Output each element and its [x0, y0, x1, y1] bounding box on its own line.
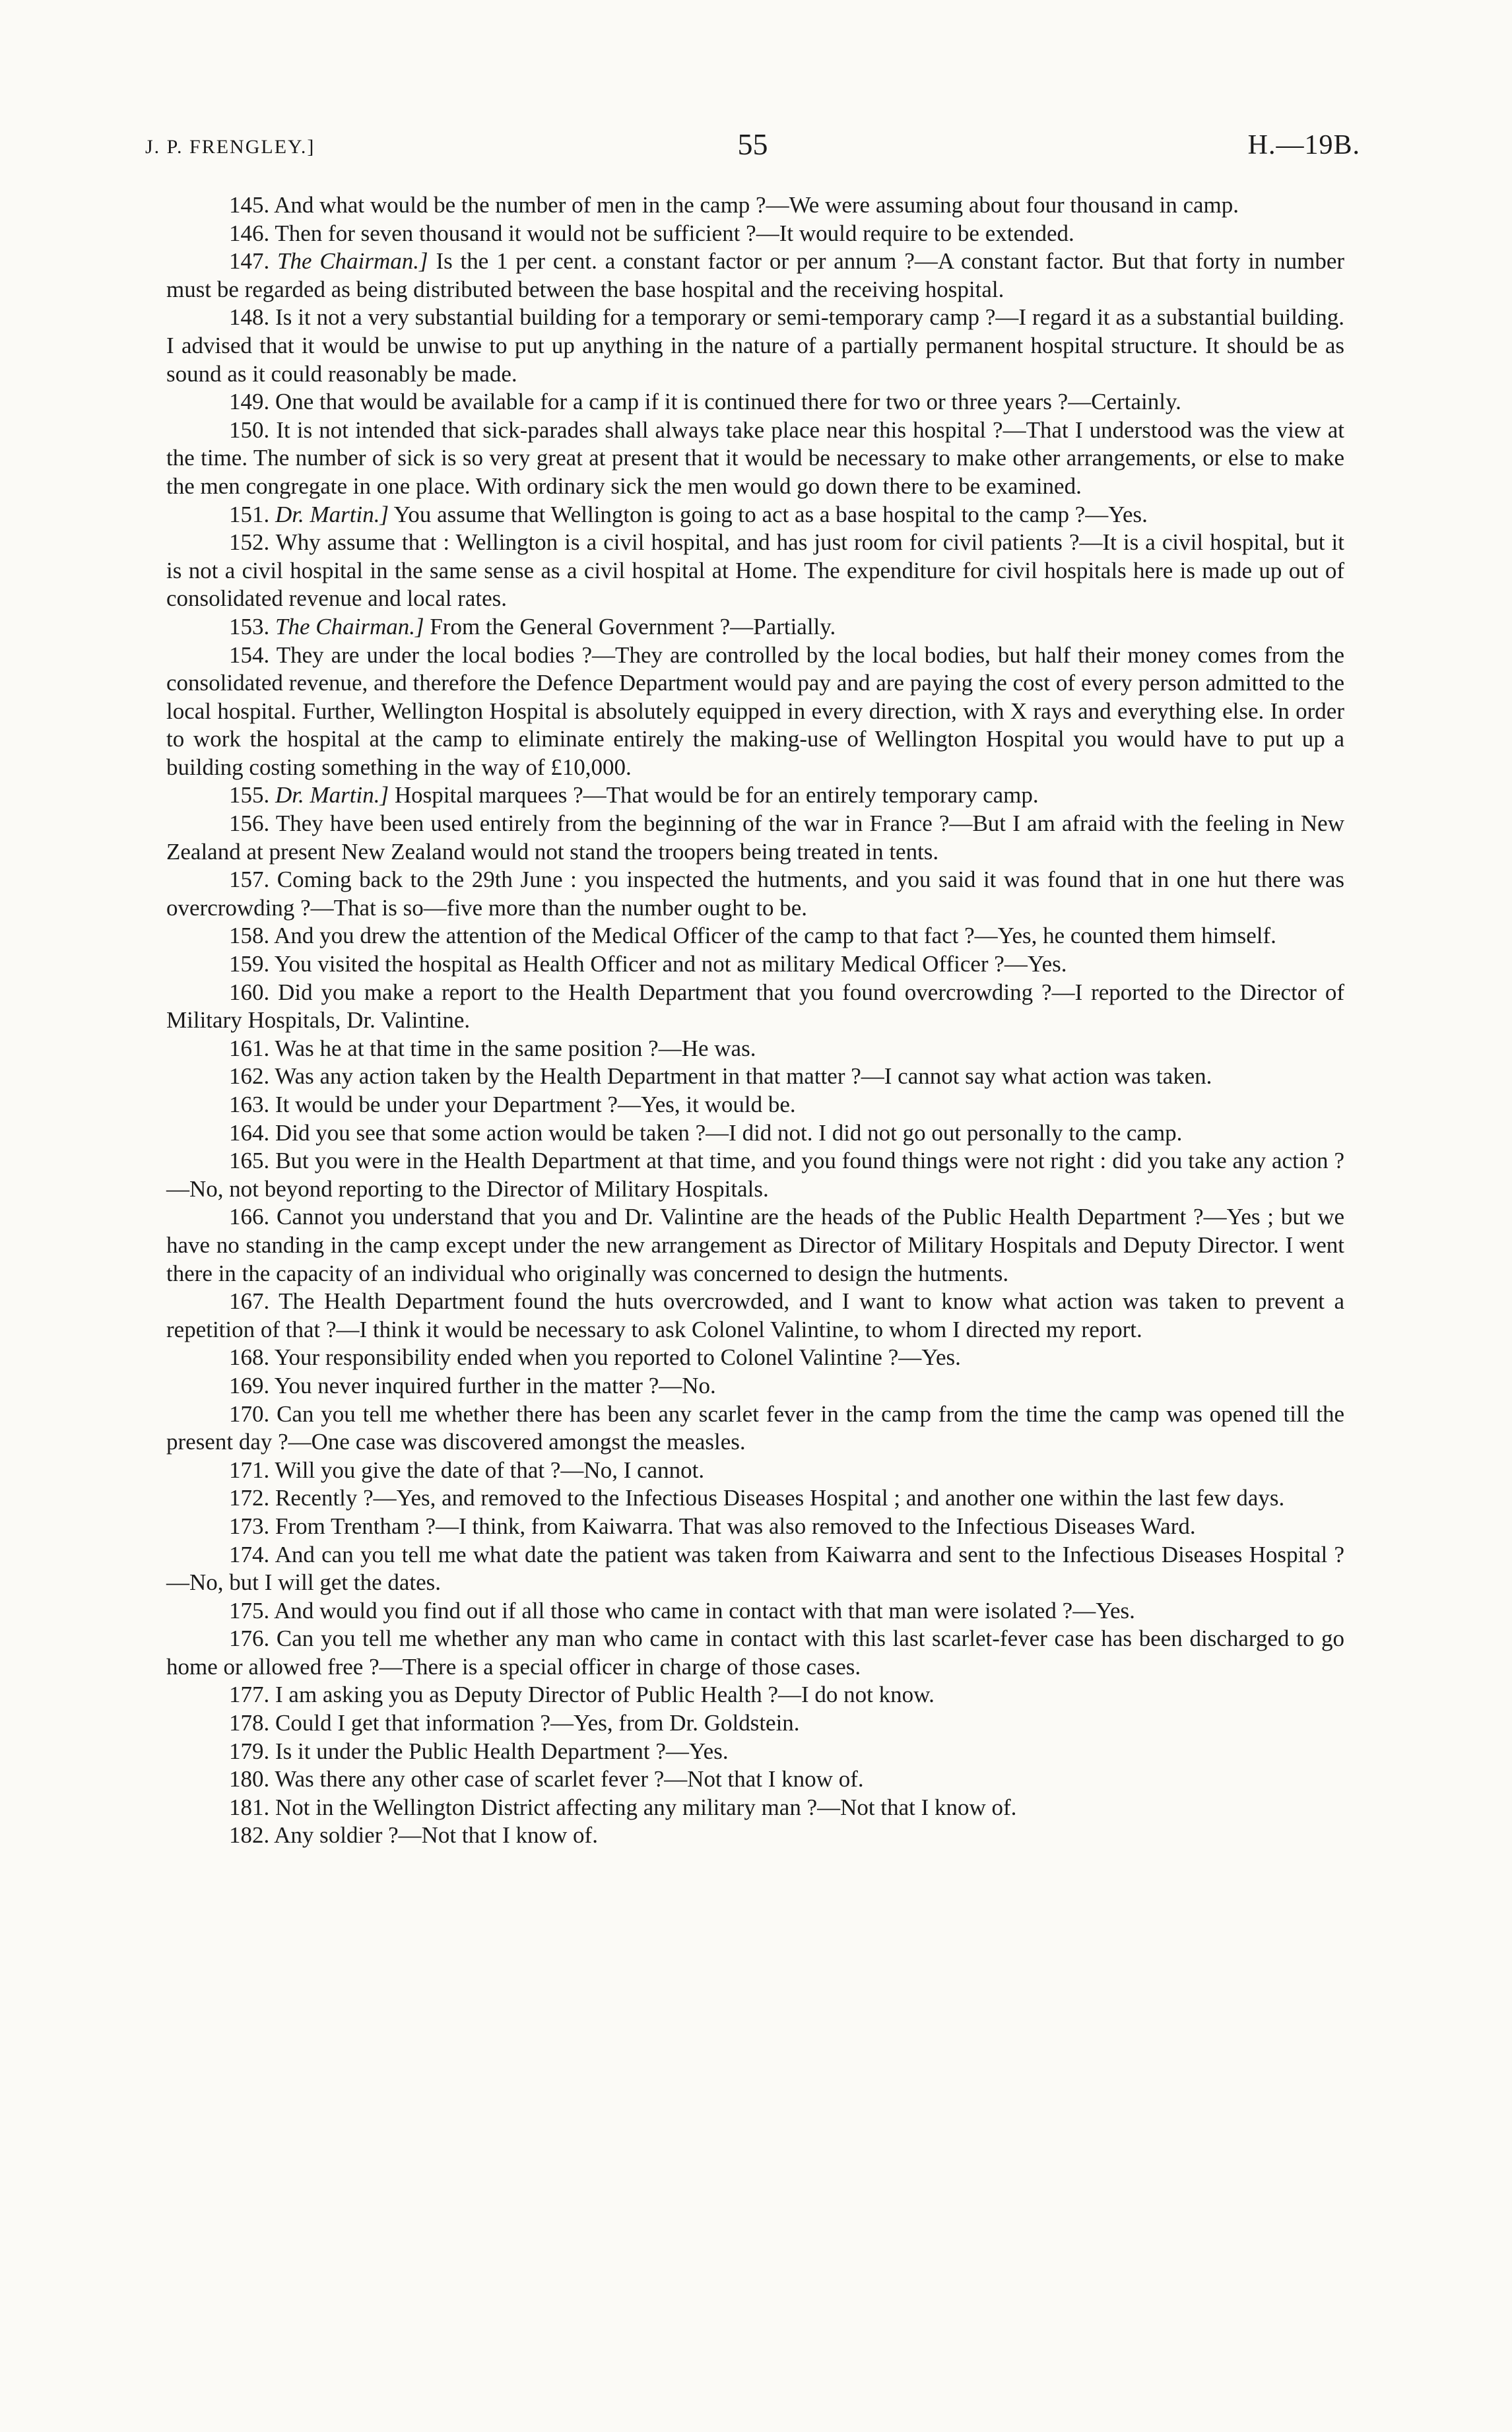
- question-entry: [166, 1765, 1344, 1794]
- question-entry: [166, 1091, 1344, 1119]
- question-number: 155.: [229, 782, 270, 808]
- question-entry: [166, 416, 1344, 501]
- question-number: 182.: [229, 1822, 270, 1849]
- question-entry: [166, 1681, 1344, 1709]
- question-number: 174.: [229, 1541, 270, 1567]
- question-entry: [166, 1625, 1344, 1681]
- question-number: 179.: [229, 1738, 270, 1764]
- question-entry: [166, 1738, 1344, 1766]
- witness-name: J. P. FRENGLEY.]: [145, 136, 315, 158]
- question-number: 170.: [229, 1400, 270, 1427]
- question-number: 166.: [229, 1204, 270, 1230]
- question-entry: [166, 1035, 1344, 1063]
- question-entry: [166, 1400, 1344, 1457]
- question-text: And you drew the attention of the Medical Officer of the camp to that fact ?—Yes, he counted them himself.: [274, 923, 1276, 949]
- question-text: And what would be the number of men in the camp ?—We were assuming about four thousand in camp.: [274, 192, 1239, 218]
- speaker-label: Dr. Martin.]: [275, 782, 389, 808]
- question-entry: [166, 1203, 1344, 1288]
- question-number: 160.: [229, 979, 270, 1005]
- question-text: You visited the hospital as Health Officer and not as military Medical Officer ?—Yes.: [274, 951, 1067, 977]
- question-text: Cannot you understand that you and Dr. Valintine are the heads of the Public Health Department ?—Yes ; but we have no standing in the camp except under the new arrangement as Director of Military Hospitals and Deputy Director. I went there in the capacity of an individual who originally was concerned to design the hutments.: [166, 1204, 1345, 1286]
- question-text: And would you find out if all those who came in contact with that man were isolated ?—Yes.: [274, 1597, 1135, 1624]
- question-entry: [166, 1597, 1344, 1626]
- question-entry: [166, 1794, 1344, 1822]
- question-text: Was any action taken by the Health Department in that matter ?—I cannot say what action was taken.: [275, 1063, 1212, 1090]
- question-entry: [166, 810, 1344, 866]
- page-number: 55: [737, 127, 768, 161]
- question-entry: [166, 388, 1344, 416]
- question-text: They are under the local bodies ?—They are controlled by the local bodies, but half their money comes from the consolidated revenue, and therefore the Defence Department would pay and are paying the cost of every person admitted to the local hospital. Further, Wellington Hospital is absolutely equipped in every direction, with X rays and everything else. In order to work the hospital at the camp to eliminate entirely the making-use of Wellington Hospital you would have to put up a building costing something in the way of £10,000.: [166, 641, 1345, 780]
- speaker-label: Dr. Martin.]: [275, 501, 389, 527]
- question-text: Is it under the Public Health Department ?—Yes.: [275, 1738, 729, 1764]
- question-text: Was there any other case of scarlet fever ?—Not that I know of.: [275, 1766, 864, 1792]
- question-entry: [166, 1147, 1344, 1203]
- paper-reference: H.—19B.: [1247, 130, 1360, 160]
- question-text: Any soldier ?—Not that I know of.: [274, 1822, 598, 1849]
- question-entry: [166, 922, 1344, 950]
- question-number: 173.: [229, 1513, 270, 1539]
- question-entry: [166, 1513, 1344, 1541]
- question-text: And can you tell me what date the patient was taken from Kaiwarra and sent to the Infectious Diseases Hospital ?—No, but I will get the dates.: [166, 1541, 1344, 1596]
- speaker-label: The Chairman.]: [275, 613, 424, 640]
- question-number: 157.: [229, 867, 270, 893]
- question-number: 161.: [229, 1035, 270, 1061]
- question-number: 148.: [229, 304, 270, 331]
- question-number: 164.: [229, 1119, 270, 1146]
- question-entry: [166, 1119, 1344, 1148]
- question-entry: [166, 1288, 1344, 1344]
- question-number: 153.: [229, 613, 270, 640]
- question-entry: [166, 1484, 1344, 1513]
- question-text: From the General Government ?—Partially.: [430, 613, 836, 640]
- question-entry: [166, 641, 1344, 782]
- question-entry: [166, 501, 1344, 529]
- question-text: Could I get that information ?—Yes, from Dr. Goldstein.: [275, 1710, 800, 1736]
- question-text: Will you give the date of that ?—No, I cannot.: [275, 1457, 705, 1483]
- speaker-label: The Chairman.]: [277, 248, 428, 275]
- question-text: They have been used entirely from the beginning of the war in France ?—But I am afraid with the feeling in New Zealand at present New Zealand would not stand the troopers being treated in tents.: [166, 810, 1344, 865]
- question-entry: [166, 529, 1344, 613]
- question-number: 176.: [229, 1626, 270, 1652]
- question-number: 150.: [229, 416, 270, 443]
- question-number: 147.: [229, 248, 270, 275]
- question-number: 171.: [229, 1457, 270, 1483]
- question-text: Is it not a very substantial building for a temporary or semi-temporary camp ?—I regard it as a substantial building. I advised that it would be unwise to put up anything in the nature of a partially permanent hospital structure. It should be as sound as it could reasonably be made.: [166, 304, 1344, 387]
- question-text: Then for seven thousand it would not be sufficient ?—It would require to be extended.: [275, 220, 1074, 246]
- question-entry: [166, 950, 1344, 979]
- question-text: Coming back to the 29th June : you inspected the hutments, and you said it was found that in one hut there was overcrowding ?—That is so—five more than the number ought to be.: [166, 867, 1344, 921]
- question-number: 172.: [229, 1485, 270, 1511]
- question-number: 177.: [229, 1682, 270, 1708]
- question-text: Did you see that some action would be taken ?—I did not. I did not go out personally to the camp.: [275, 1119, 1183, 1146]
- question-entry: [166, 1822, 1344, 1850]
- question-entry: [166, 1457, 1344, 1485]
- question-entry: [166, 220, 1344, 248]
- question-text: From Trentham ?—I think, from Kaiwarra. That was also removed to the Infectious Diseases Ward.: [275, 1513, 1196, 1539]
- question-text: It is not intended that sick-parades shall always take place near this hospital ?—That I understood was the view at the time. The number of sick is so very great at present that it would be necessary to make other arrangements, or else to make the men congregate in one place. With ordinary sick the men would go down there to be examined.: [166, 416, 1345, 499]
- question-text: Not in the Wellington District affecting any military man ?—Not that I know of.: [275, 1794, 1017, 1820]
- question-entry: [166, 781, 1344, 810]
- question-entry: [166, 979, 1344, 1035]
- question-number: 146.: [229, 220, 270, 246]
- question-number: 151.: [229, 501, 270, 527]
- question-entry: [166, 1344, 1344, 1372]
- question-number: 159.: [229, 951, 270, 977]
- question-text: Is the 1 per cent. a constant factor or per annum ?—A constant factor. But that forty in number must be regarded as being distributed between the base hospital and the receiving hospital.: [166, 248, 1345, 302]
- question-text: Was he at that time in the same position ?—He was.: [275, 1035, 756, 1061]
- question-text: I am asking you as Deputy Director of Public Health ?—I do not know.: [275, 1682, 935, 1708]
- question-text: Recently ?—Yes, and removed to the Infectious Diseases Hospital ; and another one within the last few days.: [275, 1485, 1285, 1511]
- page-header: [145, 127, 1360, 173]
- question-number: 154.: [229, 641, 270, 668]
- question-text: Did you make a report to the Health Department that you found overcrowding ?—I reported to the Director of Military Hospitals, Dr. Valintine.: [166, 979, 1345, 1034]
- question-number: 156.: [229, 810, 270, 837]
- question-number: 175.: [229, 1597, 270, 1624]
- question-number: 167.: [229, 1288, 270, 1315]
- question-entry: [166, 613, 1344, 641]
- question-text: Hospital marquees ?—That would be for an entirely temporary camp.: [394, 782, 1039, 808]
- question-text: One that would be available for a camp if it is continued there for two or three years ?—Certainly.: [275, 389, 1181, 415]
- question-entry: [166, 866, 1344, 922]
- question-entry: [166, 191, 1344, 220]
- question-entry: [166, 1709, 1344, 1738]
- question-text: But you were in the Health Department at that time, and you found things were not right : did you take any action ?—No, not beyond reporting to the Director of Military Hospitals.: [166, 1148, 1345, 1202]
- question-number: 178.: [229, 1710, 270, 1736]
- question-number: 181.: [229, 1794, 270, 1820]
- question-number: 168.: [229, 1344, 270, 1371]
- question-number: 152.: [229, 529, 270, 556]
- question-text: Can you tell me whether there has been any scarlet fever in the camp from the time the camp was opened till the present day ?—One case was discovered amongst the measles.: [166, 1400, 1344, 1455]
- question-entry: [166, 247, 1344, 304]
- question-text: You never inquired further in the matter ?—No.: [274, 1372, 716, 1398]
- question-entry: [166, 304, 1344, 388]
- question-entry: [166, 1063, 1344, 1091]
- question-text: Your responsibility ended when you reported to Colonel Valintine ?—Yes.: [274, 1344, 961, 1371]
- question-text: Why assume that : Wellington is a civil hospital, and has just room for civil patients ?—It is a civil hospital, but it is not a civil hospital in the same sense as a civil hospital at Home. The expenditure for civil hospitals here is made up out of consolidated revenue and local rates.: [166, 529, 1344, 612]
- question-number: 165.: [229, 1148, 270, 1174]
- question-text: It would be under your Department ?—Yes, it would be.: [275, 1092, 796, 1117]
- question-number: 145.: [229, 192, 270, 218]
- question-number: 180.: [229, 1766, 270, 1792]
- question-text: You assume that Wellington is going to act as a base hospital to the camp ?—Yes.: [393, 501, 1148, 527]
- testimony-body: [166, 191, 1344, 1850]
- question-number: 158.: [229, 923, 270, 949]
- question-text: The Health Department found the huts overcrowded, and I want to know what action was taken to prevent a repetition of that ?—I think it would be necessary to ask Colonel Valintine, to whom I directed my report.: [166, 1288, 1344, 1342]
- question-number: 162.: [229, 1063, 270, 1090]
- question-number: 169.: [229, 1372, 270, 1398]
- question-entry: [166, 1372, 1344, 1400]
- question-number: 163.: [229, 1092, 270, 1117]
- question-entry: [166, 1541, 1344, 1597]
- question-number: 149.: [229, 389, 270, 415]
- question-text: Can you tell me whether any man who came in contact with this last scarlet-fever case has been discharged to go home or allowed free ?—There is a special officer in charge of those cases.: [166, 1626, 1344, 1680]
